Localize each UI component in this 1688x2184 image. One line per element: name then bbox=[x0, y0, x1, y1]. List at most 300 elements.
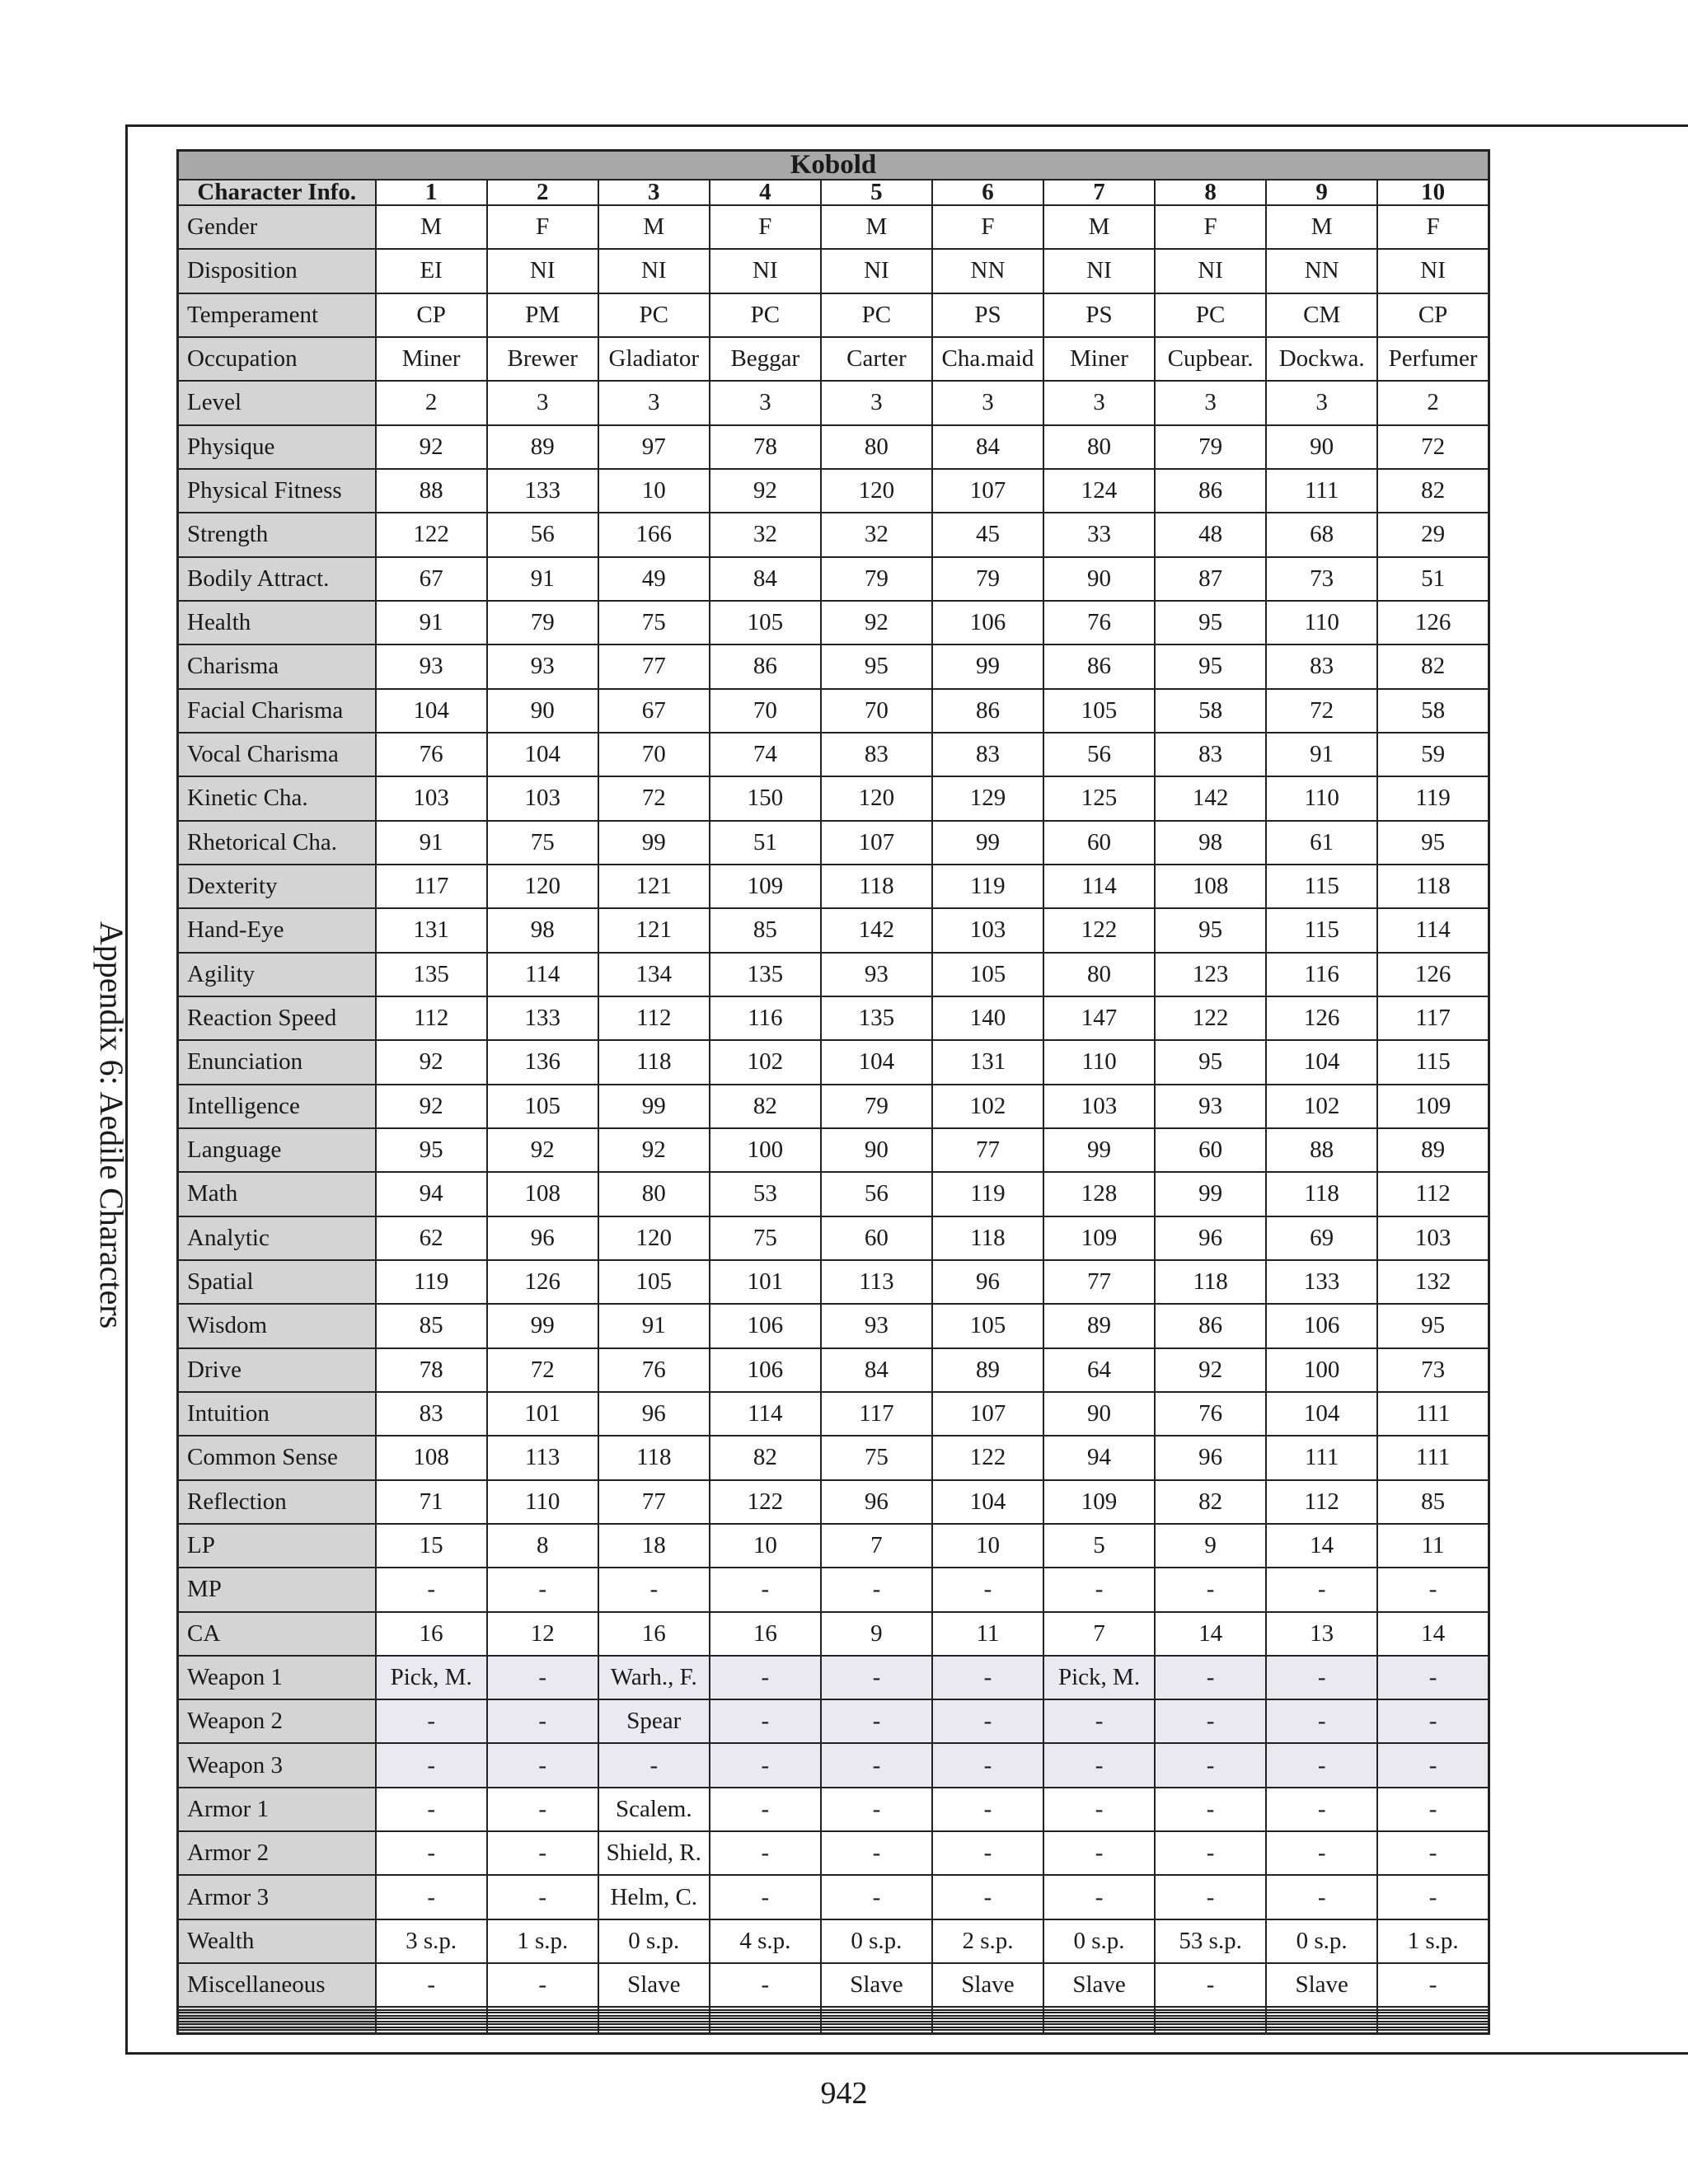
table-cell: M bbox=[1043, 205, 1155, 249]
table-row bbox=[178, 1831, 1489, 1875]
table-cell: 106 bbox=[1266, 1304, 1377, 1347]
blank-label-cell bbox=[178, 2030, 376, 2034]
table-cell: NI bbox=[1155, 249, 1266, 293]
table-cell: 95 bbox=[821, 644, 932, 688]
blank-cell bbox=[376, 2030, 487, 2034]
table-cell: 67 bbox=[598, 689, 710, 733]
table-cell: Cha.maid bbox=[932, 337, 1043, 381]
row-label: Facial Charisma bbox=[178, 689, 376, 733]
table-cell: 133 bbox=[1266, 1260, 1377, 1304]
table-cell: - bbox=[932, 1568, 1043, 1611]
table-cell: Slave bbox=[932, 1963, 1043, 2007]
table-cell: - bbox=[1266, 1788, 1377, 1831]
table-cell: 121 bbox=[598, 865, 710, 908]
row-label: Health bbox=[178, 601, 376, 644]
table-cell: - bbox=[1377, 1788, 1489, 1831]
table-row bbox=[178, 1172, 1489, 1216]
table-cell: 109 bbox=[1043, 1216, 1155, 1260]
row-label: Physique bbox=[178, 425, 376, 469]
table-cell: 86 bbox=[932, 689, 1043, 733]
table-cell: Slave bbox=[821, 1963, 932, 2007]
table-cell: 140 bbox=[932, 996, 1043, 1040]
table-row bbox=[178, 776, 1489, 820]
table-cell: 102 bbox=[932, 1085, 1043, 1128]
table-cell: - bbox=[1377, 1875, 1489, 1919]
row-label: Wisdom bbox=[178, 1304, 376, 1347]
table-cell: 14 bbox=[1266, 1524, 1377, 1568]
table-cell: 92 bbox=[1155, 1348, 1266, 1392]
table-row bbox=[178, 1788, 1489, 1831]
table-cell: 51 bbox=[710, 821, 821, 865]
table-cell: 100 bbox=[1266, 1348, 1377, 1392]
table-cell: - bbox=[1155, 1831, 1266, 1875]
table-cell: 95 bbox=[1155, 644, 1266, 688]
table-cell: 14 bbox=[1155, 1612, 1266, 1656]
table-cell: - bbox=[1377, 1656, 1489, 1699]
table-cell: - bbox=[1043, 1568, 1155, 1611]
table-cell: NI bbox=[1377, 249, 1489, 293]
row-label: Vocal Charisma bbox=[178, 733, 376, 776]
table-cell: M bbox=[376, 205, 487, 249]
table-cell: 114 bbox=[710, 1392, 821, 1436]
table-cell: 86 bbox=[1043, 644, 1155, 688]
table-cell: 77 bbox=[598, 644, 710, 688]
row-label: Temperament bbox=[178, 293, 376, 337]
table-cell: - bbox=[710, 1963, 821, 2007]
table-cell: 82 bbox=[1377, 644, 1489, 688]
table-cell: 133 bbox=[487, 996, 598, 1040]
table-cell: 103 bbox=[1043, 1085, 1155, 1128]
table-cell: NI bbox=[487, 249, 598, 293]
table-cell: 0 s.p. bbox=[1043, 1919, 1155, 1963]
blank-cell bbox=[1155, 2030, 1266, 2034]
table-cell: 120 bbox=[598, 1216, 710, 1260]
table-cell: 88 bbox=[1266, 1128, 1377, 1172]
table-cell: 126 bbox=[1377, 601, 1489, 644]
table-cell: - bbox=[1043, 1699, 1155, 1743]
table-cell: - bbox=[821, 1831, 932, 1875]
table-cell: - bbox=[932, 1788, 1043, 1831]
table-cell: 14 bbox=[1377, 1612, 1489, 1656]
table-row bbox=[178, 953, 1489, 996]
table-cell: - bbox=[487, 1699, 598, 1743]
row-label: Agility bbox=[178, 953, 376, 996]
table-cell: 99 bbox=[598, 821, 710, 865]
table-cell: 69 bbox=[1266, 1216, 1377, 1260]
table-cell: - bbox=[710, 1568, 821, 1611]
table-row bbox=[178, 1040, 1489, 1084]
table-cell: 56 bbox=[487, 513, 598, 556]
table-cell: 99 bbox=[932, 644, 1043, 688]
table-cell: Shield, R. bbox=[598, 1831, 710, 1875]
table-cell: - bbox=[821, 1743, 932, 1787]
header-label: Character Info. bbox=[178, 180, 376, 205]
table-cell: 86 bbox=[1155, 469, 1266, 513]
table-cell: F bbox=[710, 205, 821, 249]
column-header: 8 bbox=[1155, 180, 1266, 205]
table-row bbox=[178, 1875, 1489, 1919]
table-cell: Scalem. bbox=[598, 1788, 710, 1831]
row-label: Gender bbox=[178, 205, 376, 249]
table-cell: - bbox=[932, 1656, 1043, 1699]
table-cell: 122 bbox=[710, 1480, 821, 1524]
table-cell: - bbox=[1266, 1875, 1377, 1919]
table-cell: 60 bbox=[1155, 1128, 1266, 1172]
row-label: Strength bbox=[178, 513, 376, 556]
table-row bbox=[178, 1480, 1489, 1524]
table-cell: M bbox=[598, 205, 710, 249]
table-cell: 10 bbox=[598, 469, 710, 513]
table-cell: - bbox=[487, 1656, 598, 1699]
table-cell: - bbox=[1266, 1831, 1377, 1875]
table-row bbox=[178, 1524, 1489, 1568]
table-cell: 15 bbox=[376, 1524, 487, 1568]
table-cell: 58 bbox=[1377, 689, 1489, 733]
table-cell: 87 bbox=[1155, 557, 1266, 601]
table-cell: NN bbox=[1266, 249, 1377, 293]
table-cell: Miner bbox=[1043, 337, 1155, 381]
table-cell: 91 bbox=[598, 1304, 710, 1347]
table-cell: - bbox=[1043, 1875, 1155, 1919]
table-cell: 0 s.p. bbox=[598, 1919, 710, 1963]
table-cell: 89 bbox=[1377, 1128, 1489, 1172]
table-cell: 101 bbox=[710, 1260, 821, 1304]
table-row bbox=[178, 1919, 1489, 1963]
table-cell: Warh., F. bbox=[598, 1656, 710, 1699]
table-row bbox=[178, 1656, 1489, 1699]
table-cell: 101 bbox=[487, 1392, 598, 1436]
table-cell: 2 s.p. bbox=[932, 1919, 1043, 1963]
table-cell: F bbox=[487, 205, 598, 249]
column-header: 7 bbox=[1043, 180, 1155, 205]
table-cell: 4 s.p. bbox=[710, 1919, 821, 1963]
table-cell: 106 bbox=[710, 1304, 821, 1347]
table-row bbox=[178, 425, 1489, 469]
table-row bbox=[178, 1743, 1489, 1787]
table-cell: 92 bbox=[376, 1040, 487, 1084]
column-header: 4 bbox=[710, 180, 821, 205]
table-cell: 90 bbox=[1266, 425, 1377, 469]
table-cell: 78 bbox=[710, 425, 821, 469]
table-cell: 122 bbox=[1155, 996, 1266, 1040]
table-cell: 80 bbox=[598, 1172, 710, 1216]
row-label: Weapon 1 bbox=[178, 1656, 376, 1699]
table-cell: 105 bbox=[932, 1304, 1043, 1347]
row-label: Dexterity bbox=[178, 865, 376, 908]
table-cell: 79 bbox=[1155, 425, 1266, 469]
table-cell: NN bbox=[932, 249, 1043, 293]
table-cell: 72 bbox=[1266, 689, 1377, 733]
table-cell: NI bbox=[821, 249, 932, 293]
row-label: Weapon 3 bbox=[178, 1743, 376, 1787]
table-cell: 110 bbox=[1266, 601, 1377, 644]
row-label: Rhetorical Cha. bbox=[178, 821, 376, 865]
table-cell: 113 bbox=[487, 1436, 598, 1479]
table-cell: 73 bbox=[1266, 557, 1377, 601]
table-cell: Beggar bbox=[710, 337, 821, 381]
table-cell: 108 bbox=[487, 1172, 598, 1216]
table-cell: - bbox=[710, 1831, 821, 1875]
table-cell: 58 bbox=[1155, 689, 1266, 733]
table-cell: 77 bbox=[932, 1128, 1043, 1172]
table-cell: 84 bbox=[821, 1348, 932, 1392]
column-header: 1 bbox=[376, 180, 487, 205]
table-cell: - bbox=[598, 1568, 710, 1611]
table-cell: 123 bbox=[1155, 953, 1266, 996]
table-cell: 3 bbox=[598, 381, 710, 424]
table-cell: Slave bbox=[1266, 1963, 1377, 2007]
table-cell: 104 bbox=[376, 689, 487, 733]
blank-cell bbox=[821, 2030, 932, 2034]
table-cell: 111 bbox=[1377, 1436, 1489, 1479]
table-cell: 112 bbox=[1377, 1172, 1489, 1216]
table-cell: 48 bbox=[1155, 513, 1266, 556]
column-header: 6 bbox=[932, 180, 1043, 205]
table-cell: 95 bbox=[1155, 1040, 1266, 1084]
table-row bbox=[178, 1392, 1489, 1436]
table-cell: 135 bbox=[821, 996, 932, 1040]
table-cell: 11 bbox=[932, 1612, 1043, 1656]
table-cell: 91 bbox=[487, 557, 598, 601]
table-cell: - bbox=[1266, 1743, 1377, 1787]
table-cell: 106 bbox=[710, 1348, 821, 1392]
table-cell: 33 bbox=[1043, 513, 1155, 556]
row-label: Reaction Speed bbox=[178, 996, 376, 1040]
table-cell: 105 bbox=[710, 601, 821, 644]
table-row bbox=[178, 733, 1489, 776]
table-cell: 115 bbox=[1266, 908, 1377, 952]
table-cell: 75 bbox=[821, 1436, 932, 1479]
table-cell: 118 bbox=[821, 865, 932, 908]
row-label: LP bbox=[178, 1524, 376, 1568]
table-cell: 11 bbox=[1377, 1524, 1489, 1568]
table-cell: 96 bbox=[598, 1392, 710, 1436]
table-cell: - bbox=[710, 1875, 821, 1919]
table-cell: 95 bbox=[1377, 821, 1489, 865]
table-cell: Pick, M. bbox=[1043, 1656, 1155, 1699]
table-cell: - bbox=[932, 1875, 1043, 1919]
table-cell: 109 bbox=[710, 865, 821, 908]
table-cell: 76 bbox=[1155, 1392, 1266, 1436]
table-cell: - bbox=[1155, 1656, 1266, 1699]
table-cell: - bbox=[710, 1699, 821, 1743]
table-cell: Spear bbox=[598, 1699, 710, 1743]
table-cell: 82 bbox=[710, 1085, 821, 1128]
table-cell: - bbox=[487, 1963, 598, 2007]
table-cell: 79 bbox=[821, 557, 932, 601]
table-cell: 59 bbox=[1377, 733, 1489, 776]
table-row bbox=[178, 1304, 1489, 1347]
table-cell: 60 bbox=[1043, 821, 1155, 865]
table-cell: 10 bbox=[932, 1524, 1043, 1568]
table-cell: 12 bbox=[487, 1612, 598, 1656]
row-label: Analytic bbox=[178, 1216, 376, 1260]
table-cell: 90 bbox=[487, 689, 598, 733]
table-cell: CM bbox=[1266, 293, 1377, 337]
table-row bbox=[178, 337, 1489, 381]
table-cell: CP bbox=[376, 293, 487, 337]
table-cell: 116 bbox=[710, 996, 821, 1040]
table-cell: 128 bbox=[1043, 1172, 1155, 1216]
table-cell: 76 bbox=[376, 733, 487, 776]
table-cell: Miner bbox=[376, 337, 487, 381]
table-cell: 93 bbox=[1155, 1085, 1266, 1128]
table-cell: 85 bbox=[1377, 1480, 1489, 1524]
column-header: 3 bbox=[598, 180, 710, 205]
table-cell: 117 bbox=[821, 1392, 932, 1436]
blank-cell bbox=[1377, 2030, 1489, 2034]
table-cell: F bbox=[932, 205, 1043, 249]
table-cell: 77 bbox=[598, 1480, 710, 1524]
table-cell: 10 bbox=[710, 1524, 821, 1568]
table-cell: 83 bbox=[1266, 644, 1377, 688]
blank-cell bbox=[932, 2030, 1043, 2034]
table-cell: - bbox=[487, 1875, 598, 1919]
table-row bbox=[178, 908, 1489, 952]
table-cell: Cupbear. bbox=[1155, 337, 1266, 381]
table-cell: 91 bbox=[376, 821, 487, 865]
row-label: Armor 3 bbox=[178, 1875, 376, 1919]
row-label: CA bbox=[178, 1612, 376, 1656]
table-row bbox=[178, 1216, 1489, 1260]
table-cell: 103 bbox=[487, 776, 598, 820]
table-cell: Slave bbox=[1043, 1963, 1155, 2007]
table-cell: 3 s.p. bbox=[376, 1919, 487, 1963]
table-cell: 96 bbox=[1155, 1216, 1266, 1260]
table-cell: 94 bbox=[1043, 1436, 1155, 1479]
table-cell: 3 bbox=[1155, 381, 1266, 424]
table-cell: PC bbox=[598, 293, 710, 337]
table-cell: 126 bbox=[1266, 996, 1377, 1040]
table-cell: 119 bbox=[376, 1260, 487, 1304]
table-cell: 132 bbox=[1377, 1260, 1489, 1304]
row-label: Level bbox=[178, 381, 376, 424]
table-cell: 96 bbox=[487, 1216, 598, 1260]
row-label: Armor 2 bbox=[178, 1831, 376, 1875]
table-cell: 85 bbox=[710, 908, 821, 952]
table-cell: 131 bbox=[932, 1040, 1043, 1084]
row-label: Language bbox=[178, 1128, 376, 1172]
table-cell: 72 bbox=[487, 1348, 598, 1392]
table-cell: 3 bbox=[821, 381, 932, 424]
row-label: Weapon 2 bbox=[178, 1699, 376, 1743]
table-cell: - bbox=[932, 1743, 1043, 1787]
table-cell: 118 bbox=[1266, 1172, 1377, 1216]
table-cell: NI bbox=[598, 249, 710, 293]
table-cell: 89 bbox=[1043, 1304, 1155, 1347]
table-cell: - bbox=[1266, 1568, 1377, 1611]
table-cell: PS bbox=[932, 293, 1043, 337]
table-cell: 93 bbox=[376, 644, 487, 688]
table-row bbox=[178, 249, 1489, 293]
table-cell: 84 bbox=[710, 557, 821, 601]
table-cell: 0 s.p. bbox=[1266, 1919, 1377, 1963]
table-row bbox=[178, 1348, 1489, 1392]
table-cell: 104 bbox=[487, 733, 598, 776]
table-cell: 107 bbox=[821, 821, 932, 865]
table-cell: 53 s.p. bbox=[1155, 1919, 1266, 1963]
column-header: 9 bbox=[1266, 180, 1377, 205]
table-cell: 82 bbox=[1377, 469, 1489, 513]
table-body bbox=[178, 205, 1489, 2034]
table-row bbox=[178, 601, 1489, 644]
table-cell: 79 bbox=[932, 557, 1043, 601]
table-cell: 90 bbox=[821, 1128, 932, 1172]
table-cell: - bbox=[1377, 1743, 1489, 1787]
table-cell: 147 bbox=[1043, 996, 1155, 1040]
table-cell: 104 bbox=[1266, 1392, 1377, 1436]
table-cell: 124 bbox=[1043, 469, 1155, 513]
table-cell: - bbox=[376, 1568, 487, 1611]
table-cell: 109 bbox=[1377, 1085, 1489, 1128]
table-cell: 112 bbox=[1266, 1480, 1377, 1524]
table-cell: 115 bbox=[1377, 1040, 1489, 1084]
row-label: Common Sense bbox=[178, 1436, 376, 1479]
table-cell: 94 bbox=[376, 1172, 487, 1216]
table-cell: 3 bbox=[932, 381, 1043, 424]
table-cell: 70 bbox=[598, 733, 710, 776]
table-cell: 107 bbox=[932, 469, 1043, 513]
table-cell: 90 bbox=[1043, 1392, 1155, 1436]
table-cell: 0 s.p. bbox=[821, 1919, 932, 1963]
table-row bbox=[178, 1612, 1489, 1656]
table-cell: CP bbox=[1377, 293, 1489, 337]
table-cell: 86 bbox=[1155, 1304, 1266, 1347]
table-cell: 166 bbox=[598, 513, 710, 556]
table-cell: 100 bbox=[710, 1128, 821, 1172]
row-label: Enunciation bbox=[178, 1040, 376, 1084]
table-cell: - bbox=[1377, 1568, 1489, 1611]
table-cell: 82 bbox=[710, 1436, 821, 1479]
table-cell: 76 bbox=[598, 1348, 710, 1392]
table-cell: 120 bbox=[487, 865, 598, 908]
table-cell: - bbox=[598, 1743, 710, 1787]
table-cell: - bbox=[821, 1568, 932, 1611]
table-cell: Perfumer bbox=[1377, 337, 1489, 381]
table-cell: 56 bbox=[1043, 733, 1155, 776]
row-label: Miscellaneous bbox=[178, 1963, 376, 2007]
table-cell: 105 bbox=[1043, 689, 1155, 733]
table-row bbox=[178, 644, 1489, 688]
table-cell: M bbox=[821, 205, 932, 249]
table-row bbox=[178, 865, 1489, 908]
table-cell: Dockwa. bbox=[1266, 337, 1377, 381]
table-cell: 2 bbox=[1377, 381, 1489, 424]
table-cell: 96 bbox=[932, 1260, 1043, 1304]
table-cell: 76 bbox=[1043, 601, 1155, 644]
table-cell: 99 bbox=[1155, 1172, 1266, 1216]
table-cell: 29 bbox=[1377, 513, 1489, 556]
table-cell: 82 bbox=[1155, 1480, 1266, 1524]
table-cell: 110 bbox=[1266, 776, 1377, 820]
table-cell: 142 bbox=[821, 908, 932, 952]
table-cell: 16 bbox=[710, 1612, 821, 1656]
table-cell: 120 bbox=[821, 776, 932, 820]
table-cell: 110 bbox=[487, 1480, 598, 1524]
table-cell: 135 bbox=[710, 953, 821, 996]
table-cell: 45 bbox=[932, 513, 1043, 556]
table-cell: - bbox=[710, 1656, 821, 1699]
table-cell: 80 bbox=[821, 425, 932, 469]
table-cell: 74 bbox=[710, 733, 821, 776]
table-cell: 95 bbox=[1155, 601, 1266, 644]
row-label: Wealth bbox=[178, 1919, 376, 1963]
table-cell: Pick, M. bbox=[376, 1656, 487, 1699]
table-cell: 114 bbox=[1377, 908, 1489, 952]
table-cell: - bbox=[1043, 1831, 1155, 1875]
table-cell: 98 bbox=[487, 908, 598, 952]
table-cell: 111 bbox=[1266, 469, 1377, 513]
